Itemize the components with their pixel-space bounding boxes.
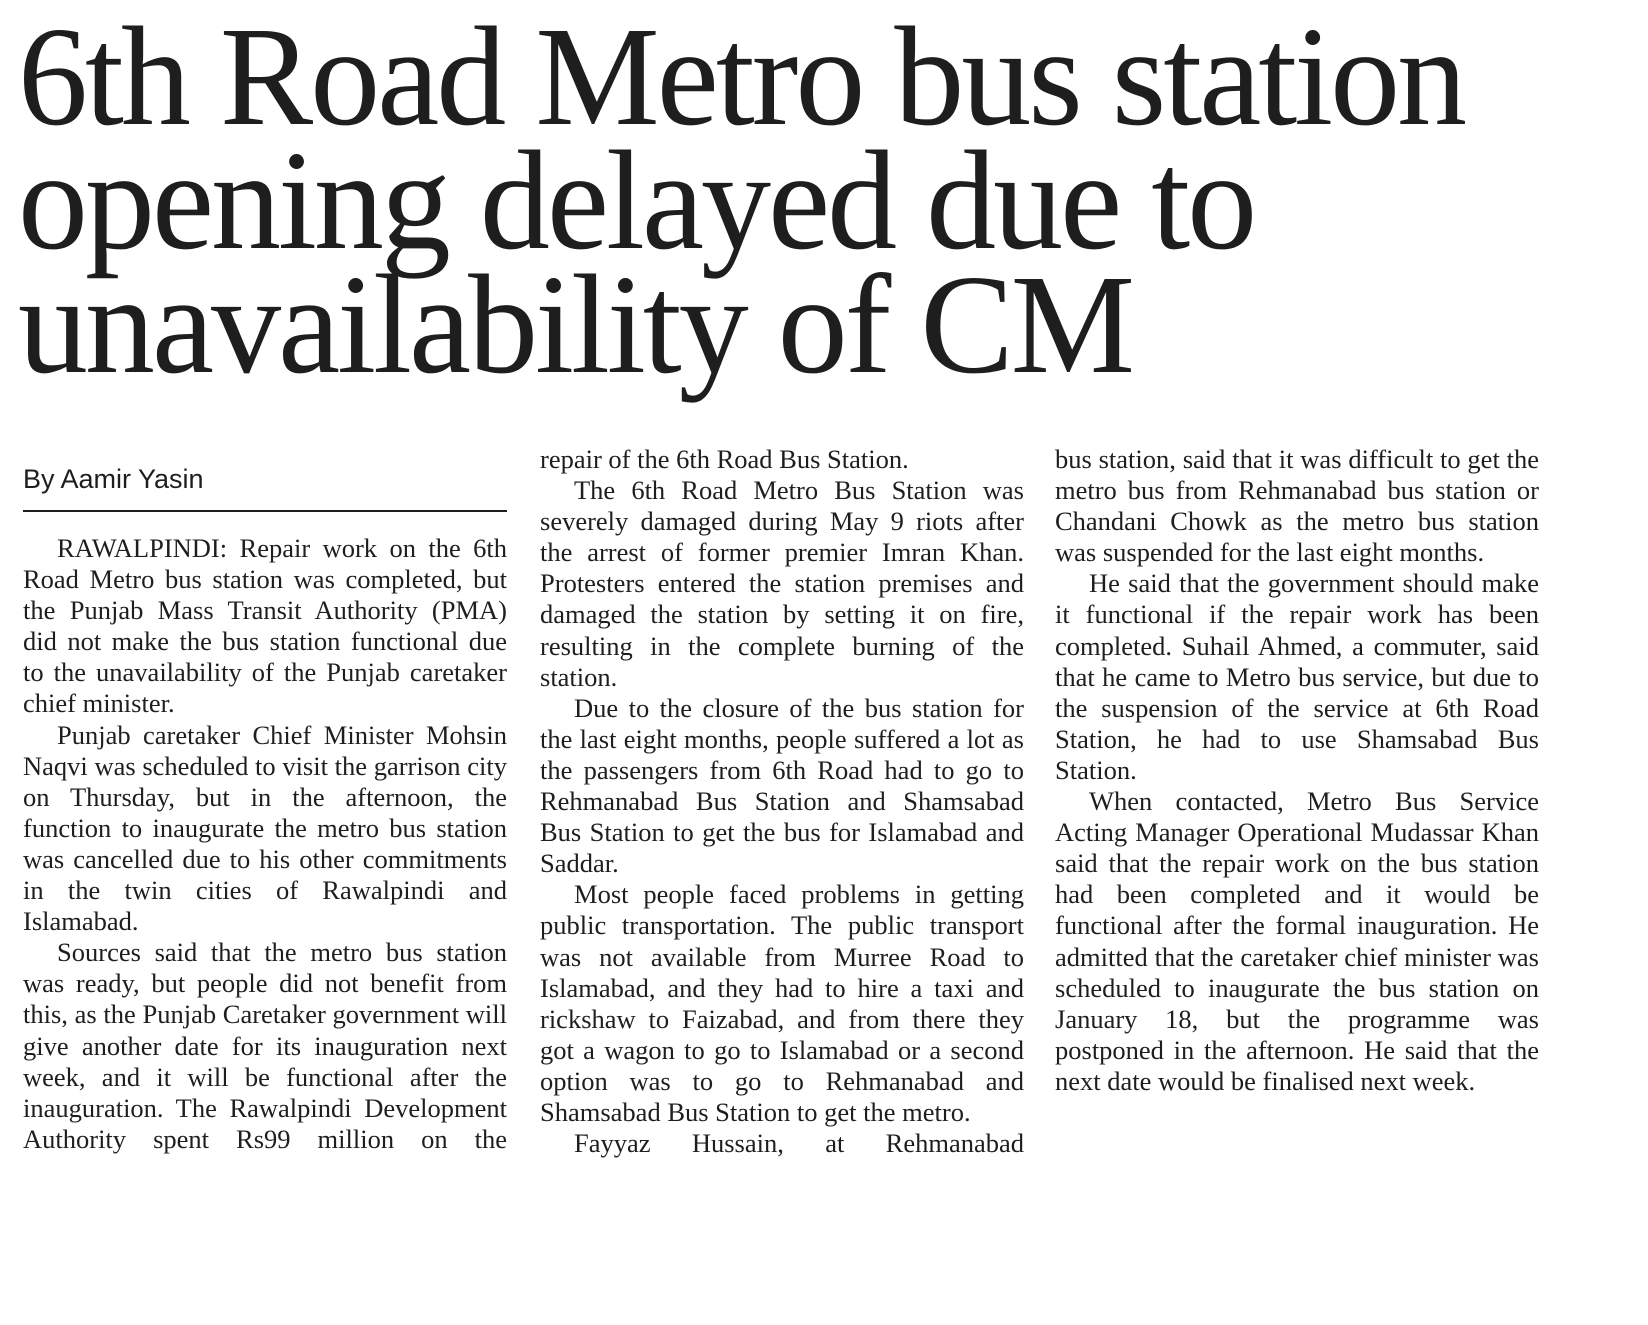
headline-line-2: opening delayed due to (18, 121, 1255, 279)
paragraph: bus station, said that it was difficult to get the metro bus from Rehmanabad bus station or Chandani Chowk as the metro bus station was suspended for the last eight months. (1055, 444, 1539, 568)
paragraph: Punjab caretaker Chief Minister Mohsin Naqvi was scheduled to visit the garrison city on Thursday, but in the afternoon, the function to inaugurate the metro bus station was cancelled due to his other commitments in the twin cities of Rawalpindi and Islamabad. (23, 719, 507, 937)
byline-divider (23, 510, 507, 512)
paragraph: Most people faced problems in getting public transportation. The public transport was not available from Murree Road to Islamabad, and they had to hire a taxi and rickshaw to Faizabad, and from there they got a wagon to go to Islamabad or a second option was to go to Rehmanabad and Shamsabad Bus Station to get the metro. (540, 879, 1024, 1127)
headline-line-1: 6th Road Metro bus station (18, 0, 1465, 155)
paragraph: Sources said that the metro bus station was ready, but people did not benefit from this, as the Punjab Caretaker government will give another date for its inauguration next week, and it will be functional after the inauguration. The Rawalpindi Development Authority spent Rs99 million on the (23, 937, 507, 1154)
paragraph: When contacted, Metro Bus Service Acting Manager Operational Mudassar Khan said that the repair work on the bus station had been completed and it would be functional after the formal inauguration. He admitted that the caretaker chief minister was scheduled to inaugurate the bus station on January 18, but the programme was postponed in the afternoon. He said that the next date would be finalised next week. (1055, 786, 1539, 1096)
headline (18, 0, 1614, 403)
paragraph: He said that the government should make it functional if the repair work has been completed. Suhail Ahmed, a commuter, said that he came to Metro bus service, but due to the suspension of the service at 6th Road Station, he had to use Shamsabad Bus Station. (1055, 568, 1539, 785)
article-column-2 (540, 444, 1024, 1159)
paragraph: Fayyaz Hussain, at Rehmanabad (574, 1128, 1024, 1159)
article-column-3 (1055, 444, 1539, 1097)
byline: By Aamir Yasin (23, 464, 204, 494)
article-column-1 (23, 533, 507, 1155)
headline-line-3: unavailability of CM (18, 245, 1133, 403)
paragraph: RAWALPINDI: Repair work on the 6th Road Metro bus station was completed, but the Punjab Mass Transit Authority (PMA) did not make the bus station functional due to the unavailability of the Punjab caretaker chief minister. (23, 533, 507, 719)
paragraph: Due to the closure of the bus station for the last eight months, people suffered a lot as the passengers from 6th Road had to go to Rehmanabad Bus Station and Shamsabad Bus Station to get the bus for Islamabad and Saddar. (540, 692, 1024, 879)
paragraph: repair of the 6th Road Bus Station. (540, 444, 909, 474)
paragraph: The 6th Road Metro Bus Station was severely damaged during May 9 riots after the arrest of former premier Imran Khan. Protesters entered the station premises and damaged the station by setting it on fire, resulting in the complete burning of the station. (540, 475, 1024, 692)
